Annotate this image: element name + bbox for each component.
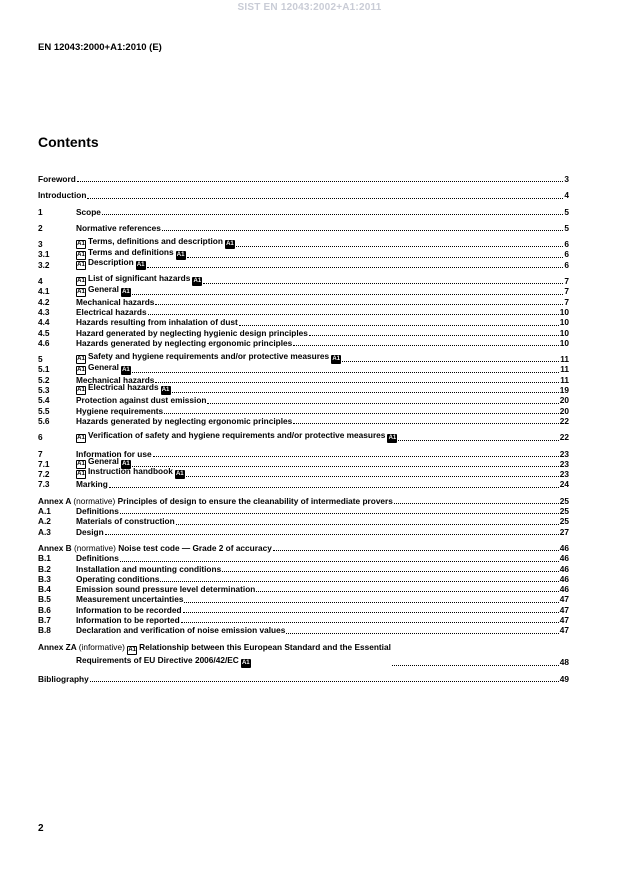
toc-entry-text: Normative references	[76, 222, 161, 233]
toc-entry-page: 5	[564, 222, 569, 233]
toc-entry-page: 4	[564, 190, 569, 201]
toc-entry-number: 4.3	[38, 306, 50, 317]
toc-leader-dots	[87, 198, 563, 199]
toc-entry-text: Hazards resulting from inhalation of dust	[76, 317, 238, 328]
toc-entry-text: Foreword	[38, 174, 76, 184]
toc-entry-number: B.7	[38, 614, 51, 625]
toc-entry-page: 24	[559, 479, 569, 490]
toc-entry[interactable]	[38, 674, 569, 684]
toc-entry-text: Operating conditions	[76, 573, 160, 584]
toc-entry-number: 4.2	[38, 296, 50, 307]
toc-entry-text: Principles of design to ensure the cleanability of intermediate provers	[117, 495, 393, 506]
toc-leader-dots	[132, 466, 559, 467]
toc-entry[interactable]	[38, 553, 569, 563]
toc-entry-title	[76, 466, 185, 479]
toc-leader-dots	[273, 550, 559, 551]
toc-entry-title	[76, 328, 308, 338]
toc-entry-page: 10	[559, 306, 569, 317]
toc-leader-dots	[90, 681, 559, 682]
toc-leader-dots	[342, 361, 559, 362]
toc-entry-title	[76, 506, 119, 516]
toc-entry[interactable]	[38, 406, 569, 416]
toc-leader-dots	[160, 581, 558, 582]
toc-entry-number: 1	[38, 206, 43, 217]
watermark: SIST EN 12043:2002+A1:2011	[237, 2, 382, 13]
amendment-start-marker-icon: A1	[77, 288, 85, 295]
toc-entry-page: 49	[559, 673, 569, 684]
toc-entry[interactable]	[38, 506, 569, 516]
toc-entry-page: 6	[564, 259, 569, 270]
toc-entry-text: Scope	[76, 206, 101, 217]
toc-entry[interactable]	[38, 527, 569, 537]
toc-entry-title	[76, 605, 182, 615]
toc-entry[interactable]	[38, 642, 569, 668]
toc-entry-number: 6	[38, 432, 43, 443]
amendment-start-marker-icon: A1	[77, 262, 85, 269]
toc-entry-title	[76, 207, 101, 217]
toc-entry-number: B.6	[38, 604, 51, 615]
toc-entry-text: General	[88, 361, 119, 372]
toc-entry-text: Instruction handbook	[88, 466, 173, 477]
toc-entry-text: Mechanical hazards	[76, 374, 155, 385]
toc-entry[interactable]	[38, 395, 569, 405]
toc-entry-text: Information for use	[76, 448, 152, 459]
toc-entry-number: B.1	[38, 553, 51, 564]
toc-entry-text: Relationship between this European Standard and the Essential	[139, 641, 391, 652]
toc-entry-text: Declaration and verification of noise emission values	[76, 625, 286, 636]
toc-entry-title	[38, 543, 272, 553]
toc-entry[interactable]	[38, 297, 569, 307]
toc-entry[interactable]	[38, 429, 569, 443]
toc-entry-text: Emission sound pressure level determination	[76, 584, 256, 595]
toc-leader-dots	[120, 513, 559, 514]
toc-entry-number: 4.4	[38, 317, 50, 328]
toc-leader-dots	[309, 335, 559, 336]
toc-leader-dots	[239, 325, 559, 326]
toc-entry-title	[76, 574, 159, 584]
toc-entry-page: 46	[559, 573, 569, 584]
amendment-start-marker-icon: A1	[77, 278, 85, 285]
toc-entry-page: 5	[564, 206, 569, 217]
toc-entry[interactable]	[38, 361, 569, 375]
toc-entry-number: B.8	[38, 625, 51, 636]
toc-entry-page: 10	[559, 317, 569, 328]
toc-entry-title	[76, 594, 183, 604]
amendment-start-marker-icon: A1	[77, 387, 85, 394]
toc-entry-title	[76, 307, 147, 317]
toc-entry[interactable]	[38, 416, 569, 426]
toc-entry-number: 7.1	[38, 458, 50, 469]
annex-qualifier: (normative)	[73, 495, 116, 506]
amendment-end-marker-icon: A1	[122, 288, 130, 295]
toc-leader-dots	[148, 314, 559, 315]
toc-entry-page: 22	[559, 415, 569, 426]
amendment-end-marker-icon: A1	[175, 471, 184, 478]
toc-entry[interactable]	[38, 584, 569, 594]
toc-entry-title	[76, 564, 221, 574]
toc-leader-dots	[105, 534, 559, 535]
toc-entry[interactable]	[38, 466, 569, 480]
toc-entry-title	[76, 395, 206, 405]
toc-entry-number: 2	[38, 222, 43, 233]
amendment-end-marker-icon: A1	[193, 278, 202, 285]
amendment-end-marker-icon: A1	[226, 241, 234, 248]
toc-entry-text: Design	[76, 526, 104, 537]
toc-entry[interactable]	[38, 496, 569, 506]
toc-entry-text: Information to be recorded	[76, 604, 182, 615]
toc-entry-page: 7	[564, 276, 569, 287]
toc-leader-dots	[186, 476, 559, 477]
toc-leader-dots	[183, 612, 559, 613]
toc-entry-text: Hygiene requirements	[76, 405, 164, 416]
toc-entry[interactable]	[38, 223, 569, 233]
toc-entry-number: 5.2	[38, 374, 50, 385]
toc-entry-text: Definitions	[76, 506, 119, 517]
toc-entry-title	[76, 338, 292, 348]
amendment-end-marker-icon: A1	[136, 262, 145, 269]
toc-entry-text: Requirements of EU Directive 2006/42/EC	[76, 654, 239, 665]
toc-entry[interactable]	[38, 479, 569, 489]
toc-entry[interactable]	[38, 207, 569, 217]
toc-leader-dots	[286, 633, 558, 634]
toc-entry-page: 46	[559, 563, 569, 574]
toc-entry-title	[38, 642, 391, 668]
toc-entry-number: B.5	[38, 594, 51, 605]
toc-entry-number: 5	[38, 354, 43, 365]
toc-entry[interactable]	[38, 328, 569, 338]
toc-entry-title	[38, 190, 86, 200]
toc-entry-number: B.2	[38, 563, 51, 574]
toc-entry-number: 5.4	[38, 395, 50, 406]
amendment-start-marker-icon: A1	[77, 251, 85, 258]
toc-entry-number: A.3	[38, 526, 51, 537]
toc-entry-text: Information to be reported	[76, 614, 180, 625]
toc-entry[interactable]	[38, 338, 569, 348]
toc-leader-dots	[102, 214, 563, 215]
toc-leader-dots	[256, 591, 558, 592]
toc-entry-page: 22	[559, 432, 569, 443]
toc-entry-page: 20	[559, 395, 569, 406]
toc-entry-text: General	[88, 456, 119, 467]
toc-entry[interactable]	[38, 543, 569, 553]
toc-entry-title	[38, 174, 76, 184]
toc-entry-text: Hazards generated by neglecting ergonomic principles	[76, 415, 293, 426]
toc-entry-text: Marking	[76, 479, 108, 490]
toc-entry-number: B.4	[38, 584, 51, 595]
toc-entry-text: Bibliography	[38, 673, 89, 684]
toc-leader-dots	[109, 487, 559, 488]
toc-leader-dots	[203, 283, 563, 284]
toc-entry-title	[76, 406, 163, 416]
toc-entry-title	[76, 257, 146, 270]
toc-entry-title	[76, 317, 238, 327]
toc-entry-text: Hazard generated by neglecting hygienic design principles	[76, 327, 308, 338]
toc-entry-number: 4	[38, 276, 43, 287]
toc-entry-page: 23	[559, 448, 569, 459]
amendment-start-marker-icon: A1	[128, 646, 136, 653]
toc-entry-title	[38, 496, 393, 506]
toc-entry-page: 46	[559, 553, 569, 564]
amendment-end-marker-icon: A1	[122, 366, 130, 373]
toc-entry-number: 7.2	[38, 469, 50, 480]
toc-entry[interactable]	[38, 516, 569, 526]
toc-entry[interactable]	[38, 625, 569, 635]
toc-entry-title	[76, 516, 175, 526]
toc-entry-text: Safety and hygiene requirements and/or protective measures	[88, 351, 330, 362]
toc-entry-page: 11	[560, 354, 569, 365]
toc-entry-title	[76, 584, 255, 594]
toc-entry-page: 3	[564, 174, 569, 184]
toc-entry-number: A.2	[38, 516, 51, 527]
toc-entry[interactable]	[38, 594, 569, 604]
toc-entry-number: 3.2	[38, 259, 50, 270]
toc-entry-number: 4.1	[38, 286, 50, 297]
toc-entry-text: List of significant hazards	[88, 273, 191, 284]
toc-entry-page: 10	[559, 337, 569, 348]
amendment-end-marker-icon: A1	[122, 461, 130, 468]
toc-entry-text: General	[88, 283, 119, 294]
toc-entry-number: 7.3	[38, 479, 50, 490]
amendment-start-marker-icon: A1	[77, 356, 85, 363]
toc-leader-dots	[184, 602, 558, 603]
toc-entry-text: Electrical hazards	[76, 306, 147, 317]
toc-entry-text: Terms and definitions	[88, 246, 174, 257]
toc-entry-title	[76, 362, 131, 375]
toc-entry-page: 48	[559, 657, 569, 668]
page-title: Contents	[38, 134, 99, 150]
toc-entry-number: 5.5	[38, 405, 50, 416]
toc-leader-dots	[176, 524, 559, 525]
amendment-start-marker-icon: A1	[77, 241, 85, 248]
toc-leader-dots	[394, 503, 559, 504]
toc-entry-text: Measurement uncertainties	[76, 594, 184, 605]
toc-leader-dots	[293, 345, 559, 346]
toc-entry-page: 27	[559, 526, 569, 537]
toc-leader-dots	[153, 456, 559, 457]
amendment-end-marker-icon: A1	[332, 356, 340, 363]
toc-entry-number: 3	[38, 239, 43, 250]
toc-leader-dots	[207, 403, 558, 404]
toc-entry[interactable]	[38, 307, 569, 317]
toc-entry-page: 10	[559, 327, 569, 338]
toc-entry[interactable]	[38, 190, 569, 200]
toc-entry-page: 46	[559, 542, 569, 553]
toc-leader-dots	[187, 257, 564, 258]
toc-leader-dots	[164, 413, 559, 414]
toc-entry[interactable]	[38, 257, 569, 270]
toc-entry-title	[38, 674, 89, 684]
toc-leader-dots	[132, 372, 559, 373]
amendment-start-marker-icon: A1	[77, 461, 85, 468]
toc-leader-dots	[392, 665, 559, 666]
toc-leader-dots	[162, 230, 564, 231]
toc-entry-page: 11	[560, 374, 569, 385]
toc-leader-dots	[77, 181, 564, 182]
toc-entry-number: B.3	[38, 573, 51, 584]
toc-leader-dots	[181, 622, 559, 623]
toc-entry-page: 25	[559, 506, 569, 517]
toc-entry-text: Installation and mounting conditions	[76, 563, 222, 574]
toc-entry-page: 20	[559, 405, 569, 416]
toc-entry-page: 6	[564, 249, 569, 260]
annex-label: Annex B	[38, 542, 72, 553]
toc-entry-page: 46	[559, 584, 569, 595]
toc-entry-number: 5.1	[38, 364, 50, 375]
annex-label: Annex A	[38, 495, 72, 506]
toc-entry-page: 47	[559, 614, 569, 625]
document-id: EN 12043:2000+A1:2010 (E)	[38, 42, 162, 53]
toc-entry-page: 23	[559, 469, 569, 480]
table-of-contents	[38, 174, 569, 684]
toc-entry-title	[76, 416, 292, 426]
toc-entry-text: Definitions	[76, 553, 119, 564]
toc-entry-number: 5.3	[38, 385, 50, 396]
toc-leader-dots	[147, 267, 564, 268]
toc-entry-text: Verification of safety and hygiene requirements and/or protective measures	[88, 429, 386, 440]
toc-entry-number: 4.5	[38, 327, 50, 338]
toc-entry-page: 47	[559, 604, 569, 615]
toc-entry[interactable]	[38, 283, 569, 297]
toc-entry[interactable]	[38, 382, 569, 396]
toc-entry-page: 11	[560, 364, 569, 375]
amendment-end-marker-icon: A1	[241, 659, 250, 666]
toc-entry-page: 6	[564, 239, 569, 250]
amendment-end-marker-icon: A1	[176, 251, 185, 258]
toc-entry-text: Terms, definitions and description	[88, 236, 223, 247]
annex-qualifier: (informative)	[78, 641, 125, 652]
toc-entry[interactable]	[38, 574, 569, 584]
page-number: 2	[38, 823, 44, 834]
toc-entry[interactable]	[38, 317, 569, 327]
toc-entry-number: 5.6	[38, 415, 50, 426]
toc-leader-dots	[293, 423, 559, 424]
toc-entry[interactable]	[38, 615, 569, 625]
toc-entry[interactable]	[38, 605, 569, 615]
toc-entry-number: A.1	[38, 506, 51, 517]
toc-entry-page: 25	[559, 516, 569, 527]
toc-entry-page: 23	[559, 458, 569, 469]
toc-leader-dots	[132, 294, 563, 295]
annex-qualifier: (normative)	[73, 542, 116, 553]
toc-entry-title	[76, 527, 104, 537]
toc-entry-page: 19	[559, 385, 569, 396]
toc-entry-text: Electrical hazards	[88, 382, 159, 393]
annex-label: Annex ZA	[38, 641, 77, 652]
toc-entry-number: 7	[38, 448, 43, 459]
toc-entry-page: 47	[559, 625, 569, 636]
toc-entry-text: Protection against dust emission	[76, 395, 207, 406]
toc-entry-title	[76, 430, 397, 443]
toc-entry-text: Mechanical hazards	[76, 296, 155, 307]
toc-entry-title	[76, 625, 285, 635]
toc-entry-page: 47	[559, 594, 569, 605]
toc-entry[interactable]	[38, 174, 569, 184]
toc-entry-page: 7	[564, 296, 569, 307]
toc-entry-number: 3.1	[38, 249, 50, 260]
amendment-start-marker-icon: A1	[77, 471, 85, 478]
toc-entry[interactable]	[38, 564, 569, 574]
toc-leader-dots	[236, 246, 563, 247]
amendment-end-marker-icon: A1	[388, 434, 397, 441]
toc-leader-dots	[172, 392, 559, 393]
toc-leader-dots	[155, 304, 563, 305]
amendment-start-marker-icon: A1	[77, 434, 85, 441]
toc-leader-dots	[398, 440, 558, 441]
toc-leader-dots	[120, 561, 559, 562]
toc-entry-text: Materials of construction	[76, 516, 175, 527]
amendment-start-marker-icon: A1	[77, 366, 85, 373]
toc-entry-title	[76, 479, 108, 489]
toc-entry-text: Description	[88, 257, 134, 268]
toc-entry-title	[76, 223, 161, 233]
toc-leader-dots	[222, 571, 559, 572]
toc-entry-title	[76, 553, 119, 563]
toc-entry-number: 4.6	[38, 337, 50, 348]
toc-entry-title	[76, 297, 154, 307]
amendment-end-marker-icon: A1	[161, 387, 170, 394]
toc-entry-title	[76, 615, 180, 625]
toc-entry-page: 25	[559, 495, 569, 506]
toc-entry-text: Hazards generated by neglecting ergonomic principles	[76, 337, 293, 348]
toc-entry-title	[76, 382, 171, 395]
toc-entry-text: Introduction	[38, 190, 87, 201]
toc-entry-title	[76, 284, 131, 297]
toc-leader-dots	[155, 382, 559, 383]
toc-entry-page: 7	[564, 286, 569, 297]
toc-entry-text: Noise test code — Grade 2 of accuracy	[118, 542, 272, 553]
